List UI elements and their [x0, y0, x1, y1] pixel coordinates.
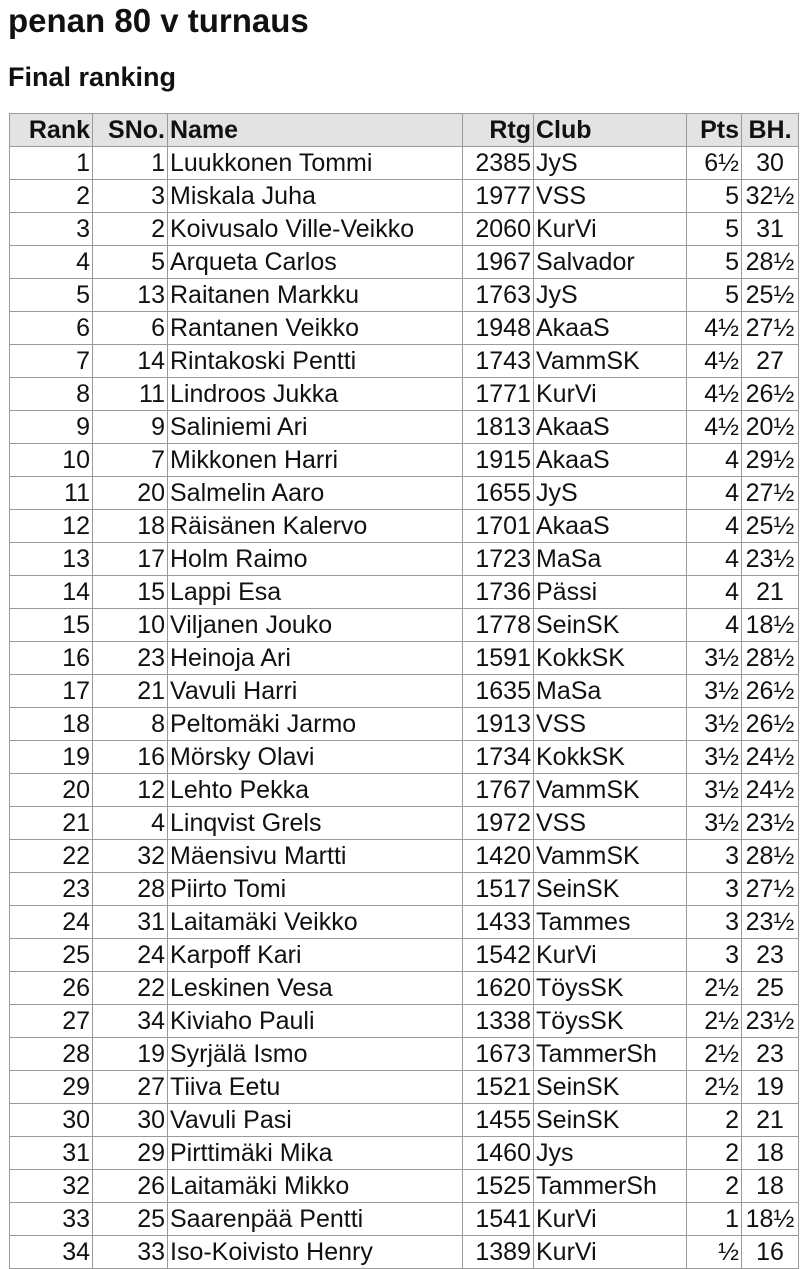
table-row: [10, 378, 799, 411]
column-header-rank: Rank: [10, 114, 93, 147]
cell-sno: 30: [93, 1104, 168, 1137]
cell-name: Arqueta Carlos: [168, 246, 463, 279]
cell-rank: 13: [10, 543, 93, 576]
cell-sno: 1: [93, 147, 168, 180]
table-row: [10, 576, 799, 609]
cell-buchholz: 20½: [742, 411, 799, 444]
cell-club: KurVi: [534, 378, 687, 411]
cell-rank: 11: [10, 477, 93, 510]
cell-name: Rintakoski Pentti: [168, 345, 463, 378]
cell-buchholz: 18: [742, 1137, 799, 1170]
cell-rating: 1635: [463, 675, 534, 708]
cell-name: Vavuli Pasi: [168, 1104, 463, 1137]
cell-points: 3: [687, 939, 742, 972]
table-row: [10, 1071, 799, 1104]
cell-rank: 7: [10, 345, 93, 378]
cell-club: MaSa: [534, 675, 687, 708]
cell-sno: 17: [93, 543, 168, 576]
cell-club: VSS: [534, 807, 687, 840]
table-row: [10, 147, 799, 180]
cell-club: AkaaS: [534, 312, 687, 345]
cell-sno: 3: [93, 180, 168, 213]
cell-rating: 2060: [463, 213, 534, 246]
cell-club: KurVi: [534, 1203, 687, 1236]
cell-name: Kiviaho Pauli: [168, 1005, 463, 1038]
cell-sno: 18: [93, 510, 168, 543]
cell-name: Koivusalo Ville-Veikko: [168, 213, 463, 246]
cell-name: Mörsky Olavi: [168, 741, 463, 774]
cell-name: Iso-Koivisto Henry: [168, 1236, 463, 1269]
cell-rank: 17: [10, 675, 93, 708]
cell-buchholz: 23½: [742, 906, 799, 939]
cell-rank: 1: [10, 147, 93, 180]
cell-sno: 14: [93, 345, 168, 378]
cell-name: Saliniemi Ari: [168, 411, 463, 444]
cell-rating: 1420: [463, 840, 534, 873]
cell-sno: 31: [93, 906, 168, 939]
cell-buchholz: 27½: [742, 873, 799, 906]
cell-rank: 14: [10, 576, 93, 609]
cell-points: 5: [687, 279, 742, 312]
cell-points: 4½: [687, 312, 742, 345]
cell-club: VSS: [534, 180, 687, 213]
cell-sno: 16: [93, 741, 168, 774]
cell-points: 4: [687, 444, 742, 477]
cell-club: AkaaS: [534, 444, 687, 477]
table-row: [10, 1137, 799, 1170]
cell-name: Rantanen Veikko: [168, 312, 463, 345]
cell-rating: 1655: [463, 477, 534, 510]
cell-sno: 32: [93, 840, 168, 873]
cell-buchholz: 32½: [742, 180, 799, 213]
cell-rank: 26: [10, 972, 93, 1005]
cell-rating: 1389: [463, 1236, 534, 1269]
cell-club: SeinSK: [534, 1071, 687, 1104]
table-row: [10, 312, 799, 345]
cell-buchholz: 19: [742, 1071, 799, 1104]
cell-buchholz: 24½: [742, 774, 799, 807]
cell-rating: 1673: [463, 1038, 534, 1071]
cell-rating: 1455: [463, 1104, 534, 1137]
cell-name: Lehto Pekka: [168, 774, 463, 807]
cell-sno: 23: [93, 642, 168, 675]
cell-points: 2: [687, 1170, 742, 1203]
cell-rank: 23: [10, 873, 93, 906]
cell-points: 5: [687, 180, 742, 213]
cell-rating: 1620: [463, 972, 534, 1005]
cell-buchholz: 31: [742, 213, 799, 246]
table-row: [10, 1038, 799, 1071]
cell-rating: 1767: [463, 774, 534, 807]
table-row: [10, 279, 799, 312]
cell-name: Salmelin Aaro: [168, 477, 463, 510]
cell-name: Laitamäki Mikko: [168, 1170, 463, 1203]
cell-sno: 19: [93, 1038, 168, 1071]
cell-sno: 34: [93, 1005, 168, 1038]
cell-rating: 1771: [463, 378, 534, 411]
cell-rank: 12: [10, 510, 93, 543]
cell-rating: 1541: [463, 1203, 534, 1236]
cell-name: Karpoff Kari: [168, 939, 463, 972]
table-row: [10, 411, 799, 444]
cell-rating: 1460: [463, 1137, 534, 1170]
cell-sno: 25: [93, 1203, 168, 1236]
page-subtitle: Final ranking: [8, 62, 177, 92]
cell-points: 1: [687, 1203, 742, 1236]
cell-sno: 2: [93, 213, 168, 246]
cell-rating: 1521: [463, 1071, 534, 1104]
cell-name: Tiiva Eetu: [168, 1071, 463, 1104]
cell-buchholz: 24½: [742, 741, 799, 774]
cell-sno: 5: [93, 246, 168, 279]
cell-name: Peltomäki Jarmo: [168, 708, 463, 741]
cell-rating: 1338: [463, 1005, 534, 1038]
cell-rating: 1972: [463, 807, 534, 840]
column-header-rtg: Rtg: [463, 114, 534, 147]
cell-points: 3½: [687, 774, 742, 807]
cell-sno: 20: [93, 477, 168, 510]
cell-club: KurVi: [534, 1236, 687, 1269]
cell-rank: 16: [10, 642, 93, 675]
cell-points: 2: [687, 1104, 742, 1137]
cell-sno: 11: [93, 378, 168, 411]
column-header-sno: SNo.: [93, 114, 168, 147]
cell-club: JyS: [534, 477, 687, 510]
cell-buchholz: 23½: [742, 807, 799, 840]
cell-name: Saarenpää Pentti: [168, 1203, 463, 1236]
cell-rating: 1763: [463, 279, 534, 312]
cell-sno: 8: [93, 708, 168, 741]
cell-rank: 5: [10, 279, 93, 312]
cell-sno: 33: [93, 1236, 168, 1269]
cell-rating: 1433: [463, 906, 534, 939]
cell-sno: 27: [93, 1071, 168, 1104]
table-row: [10, 939, 799, 972]
cell-sno: 10: [93, 609, 168, 642]
cell-club: Salvador: [534, 246, 687, 279]
cell-buchholz: 25½: [742, 279, 799, 312]
table-row: [10, 807, 799, 840]
table-row: [10, 741, 799, 774]
cell-rank: 27: [10, 1005, 93, 1038]
cell-points: 4: [687, 543, 742, 576]
cell-name: Mikkonen Harri: [168, 444, 463, 477]
page-title: penan 80 v turnaus: [8, 2, 309, 39]
cell-points: 3½: [687, 708, 742, 741]
cell-rating: 1913: [463, 708, 534, 741]
cell-name: Lindroos Jukka: [168, 378, 463, 411]
table-row: [10, 510, 799, 543]
cell-points: 5: [687, 213, 742, 246]
cell-rank: 15: [10, 609, 93, 642]
cell-buchholz: 23½: [742, 1005, 799, 1038]
cell-buchholz: 23½: [742, 543, 799, 576]
cell-points: ½: [687, 1236, 742, 1269]
cell-club: Pässi: [534, 576, 687, 609]
table-row: [10, 543, 799, 576]
cell-rating: 2385: [463, 147, 534, 180]
ranking-table-body: [10, 147, 799, 1269]
cell-club: TammerSh: [534, 1038, 687, 1071]
cell-name: Pirttimäki Mika: [168, 1137, 463, 1170]
cell-buchholz: 26½: [742, 378, 799, 411]
cell-buchholz: 28½: [742, 840, 799, 873]
cell-points: 4: [687, 510, 742, 543]
cell-name: Mäensivu Martti: [168, 840, 463, 873]
ranking-table: [9, 113, 799, 1269]
cell-club: JyS: [534, 147, 687, 180]
cell-buchholz: 23: [742, 939, 799, 972]
cell-rank: 29: [10, 1071, 93, 1104]
cell-rating: 1591: [463, 642, 534, 675]
cell-points: 4: [687, 576, 742, 609]
cell-club: JyS: [534, 279, 687, 312]
cell-sno: 22: [93, 972, 168, 1005]
cell-buchholz: 30: [742, 147, 799, 180]
cell-club: VammSK: [534, 840, 687, 873]
cell-rank: 3: [10, 213, 93, 246]
cell-points: 4½: [687, 345, 742, 378]
cell-name: Leskinen Vesa: [168, 972, 463, 1005]
table-row: [10, 675, 799, 708]
cell-rating: 1734: [463, 741, 534, 774]
cell-name: Raitanen Markku: [168, 279, 463, 312]
cell-points: 2½: [687, 1038, 742, 1071]
cell-sno: 4: [93, 807, 168, 840]
cell-club: Jys: [534, 1137, 687, 1170]
cell-club: SeinSK: [534, 873, 687, 906]
cell-club: AkaaS: [534, 411, 687, 444]
cell-buchholz: 23: [742, 1038, 799, 1071]
cell-rank: 34: [10, 1236, 93, 1269]
table-row: [10, 213, 799, 246]
table-row: [10, 840, 799, 873]
cell-club: AkaaS: [534, 510, 687, 543]
cell-club: Tammes: [534, 906, 687, 939]
cell-buchholz: 18½: [742, 1203, 799, 1236]
cell-club: TöysSK: [534, 1005, 687, 1038]
cell-points: 2½: [687, 972, 742, 1005]
cell-buchholz: 16: [742, 1236, 799, 1269]
cell-sno: 15: [93, 576, 168, 609]
cell-buchholz: 27½: [742, 312, 799, 345]
table-row: [10, 609, 799, 642]
cell-points: 3½: [687, 675, 742, 708]
cell-buchholz: 28½: [742, 246, 799, 279]
cell-club: SeinSK: [534, 609, 687, 642]
cell-buchholz: 18½: [742, 609, 799, 642]
table-row: [10, 345, 799, 378]
cell-points: 3: [687, 873, 742, 906]
table-row: [10, 873, 799, 906]
cell-sno: 28: [93, 873, 168, 906]
cell-buchholz: 26½: [742, 675, 799, 708]
column-header-pts: Pts: [687, 114, 742, 147]
cell-points: 2½: [687, 1071, 742, 1104]
table-row: [10, 1005, 799, 1038]
cell-rank: 6: [10, 312, 93, 345]
cell-buchholz: 25: [742, 972, 799, 1005]
cell-rank: 2: [10, 180, 93, 213]
cell-sno: 6: [93, 312, 168, 345]
cell-rank: 8: [10, 378, 93, 411]
cell-sno: 24: [93, 939, 168, 972]
cell-rating: 1948: [463, 312, 534, 345]
table-row: [10, 180, 799, 213]
cell-name: Syrjälä Ismo: [168, 1038, 463, 1071]
cell-name: Luukkonen Tommi: [168, 147, 463, 180]
cell-points: 4: [687, 609, 742, 642]
cell-points: 3: [687, 840, 742, 873]
cell-sno: 12: [93, 774, 168, 807]
table-row: [10, 972, 799, 1005]
cell-rating: 1723: [463, 543, 534, 576]
cell-sno: 13: [93, 279, 168, 312]
cell-club: KokkSK: [534, 642, 687, 675]
table-row: [10, 642, 799, 675]
cell-club: VammSK: [534, 345, 687, 378]
cell-points: 2½: [687, 1005, 742, 1038]
cell-rank: 20: [10, 774, 93, 807]
cell-buchholz: 21: [742, 1104, 799, 1137]
cell-club: TöysSK: [534, 972, 687, 1005]
cell-club: TammerSh: [534, 1170, 687, 1203]
cell-buchholz: 26½: [742, 708, 799, 741]
cell-buchholz: 27½: [742, 477, 799, 510]
cell-buchholz: 18: [742, 1170, 799, 1203]
cell-name: Linqvist Grels: [168, 807, 463, 840]
cell-name: Räisänen Kalervo: [168, 510, 463, 543]
cell-rank: 10: [10, 444, 93, 477]
cell-points: 5: [687, 246, 742, 279]
cell-rating: 1736: [463, 576, 534, 609]
table-row: [10, 774, 799, 807]
cell-rank: 19: [10, 741, 93, 774]
cell-name: Lappi Esa: [168, 576, 463, 609]
cell-club: MaSa: [534, 543, 687, 576]
table-header-row: [10, 114, 799, 147]
cell-rank: 25: [10, 939, 93, 972]
cell-rating: 1813: [463, 411, 534, 444]
table-row: [10, 1104, 799, 1137]
cell-buchholz: 27: [742, 345, 799, 378]
cell-points: 3½: [687, 741, 742, 774]
cell-buchholz: 29½: [742, 444, 799, 477]
cell-name: Holm Raimo: [168, 543, 463, 576]
table-row: [10, 444, 799, 477]
cell-rating: 1542: [463, 939, 534, 972]
table-row: [10, 246, 799, 279]
cell-points: 2: [687, 1137, 742, 1170]
table-row: [10, 708, 799, 741]
cell-rank: 22: [10, 840, 93, 873]
cell-points: 4: [687, 477, 742, 510]
cell-rating: 1915: [463, 444, 534, 477]
cell-rank: 28: [10, 1038, 93, 1071]
cell-points: 3½: [687, 642, 742, 675]
cell-club: KokkSK: [534, 741, 687, 774]
cell-name: Viljanen Jouko: [168, 609, 463, 642]
cell-rating: 1967: [463, 246, 534, 279]
cell-points: 4½: [687, 411, 742, 444]
cell-sno: 26: [93, 1170, 168, 1203]
cell-rating: 1977: [463, 180, 534, 213]
cell-name: Heinoja Ari: [168, 642, 463, 675]
cell-name: Miskala Juha: [168, 180, 463, 213]
cell-points: 6½: [687, 147, 742, 180]
cell-rank: 18: [10, 708, 93, 741]
table-row: [10, 906, 799, 939]
column-header-bh: BH.: [742, 114, 799, 147]
table-row: [10, 1170, 799, 1203]
cell-points: 3: [687, 906, 742, 939]
cell-sno: 9: [93, 411, 168, 444]
cell-club: VSS: [534, 708, 687, 741]
cell-buchholz: 21: [742, 576, 799, 609]
cell-rank: 31: [10, 1137, 93, 1170]
cell-points: 4½: [687, 378, 742, 411]
cell-club: KurVi: [534, 939, 687, 972]
table-row: [10, 1203, 799, 1236]
cell-sno: 7: [93, 444, 168, 477]
cell-buchholz: 28½: [742, 642, 799, 675]
cell-buchholz: 25½: [742, 510, 799, 543]
cell-name: Vavuli Harri: [168, 675, 463, 708]
cell-name: Laitamäki Veikko: [168, 906, 463, 939]
cell-rating: 1701: [463, 510, 534, 543]
cell-club: SeinSK: [534, 1104, 687, 1137]
cell-club: KurVi: [534, 213, 687, 246]
cell-rating: 1517: [463, 873, 534, 906]
column-header-name: Name: [168, 114, 463, 147]
table-row: [10, 477, 799, 510]
cell-club: VammSK: [534, 774, 687, 807]
column-header-club: Club: [534, 114, 687, 147]
cell-sno: 21: [93, 675, 168, 708]
cell-rank: 4: [10, 246, 93, 279]
cell-rank: 21: [10, 807, 93, 840]
cell-rank: 32: [10, 1170, 93, 1203]
cell-points: 3½: [687, 807, 742, 840]
cell-rank: 30: [10, 1104, 93, 1137]
cell-rank: 33: [10, 1203, 93, 1236]
cell-rank: 9: [10, 411, 93, 444]
cell-rating: 1525: [463, 1170, 534, 1203]
cell-rank: 24: [10, 906, 93, 939]
cell-name: Piirto Tomi: [168, 873, 463, 906]
cell-rating: 1778: [463, 609, 534, 642]
cell-rating: 1743: [463, 345, 534, 378]
cell-sno: 29: [93, 1137, 168, 1170]
